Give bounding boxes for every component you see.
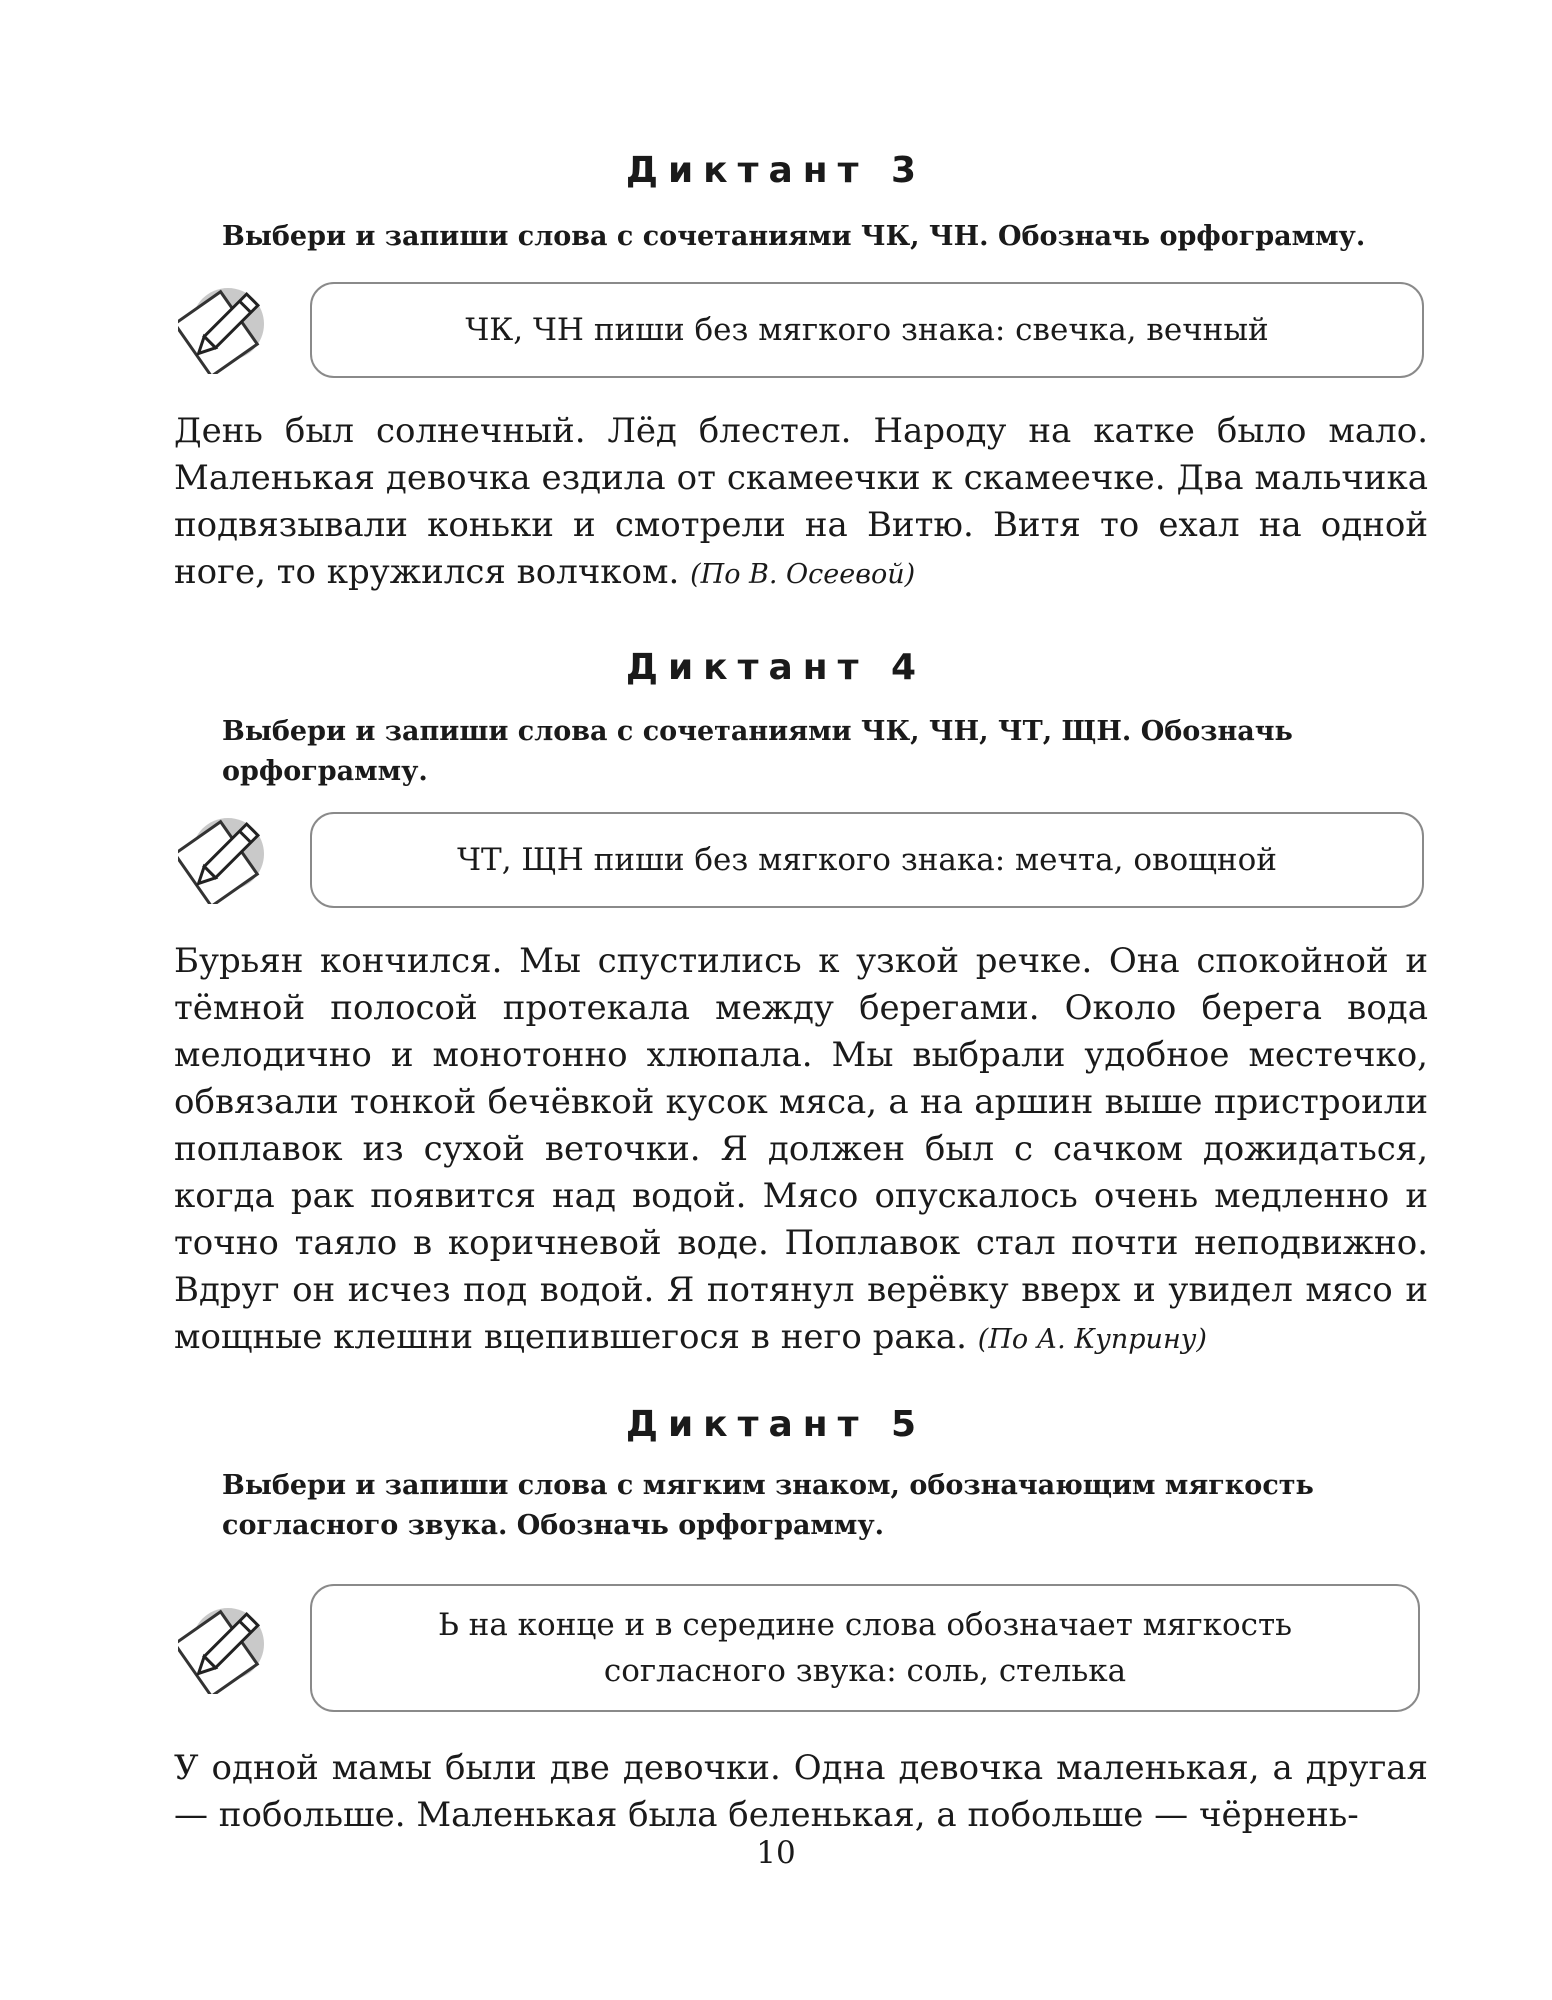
rule-box — [310, 282, 1424, 378]
dictation-text: У одной мамы были две девочки. Одна девочка маленькая, а другая — побольше. Маленькая была беленькая, а побольше — чёрнень- — [174, 1748, 1428, 1835]
rule-box — [310, 1584, 1420, 1712]
dictation-3-heading: Диктант 3 — [625, 150, 927, 191]
dictation-text: День был солнечный. Лёд блестел. Народу на катке было мало. Маленькая девочка ездила от скамеечки к скамеечке. Два мальчика подвязывали коньки и смотрели на Витю. Витя то ехал на одной ноге, то кружился волчком. — [174, 411, 1428, 592]
dictation-4-text — [174, 938, 1428, 1363]
dictation-4-task: Выбери и запиши слова с сочетаниями ЧК, ЧН, ЧТ, ЩН. Обозначь орфограмму. — [222, 716, 1293, 787]
pencil-icon — [178, 282, 270, 374]
rule-text: ЧТ, ЩН пиши без мягкого знака: мечта, овощной — [457, 842, 1277, 878]
dictation-text: Бурьян кончился. Мы спустились к узкой речке. Она спокойной и тёмной полосой протекала между берегами. Около берега вода мелодично и монотонно хлюпала. Мы выбрали удобное местечко, обвязали тонкой бечёвкой кусок мяса, а на аршин выше пристроили поплавок из сухой веточки. Я должен был с сачком дожидаться, когда рак появится над водой. Мясо опускалось очень медленно и точно таяло в коричневой воде. Поплавок стал почти неподвижно. Вдруг он исчез под водой. Я потянул верёвку вверх и увидел мясо и мощные клешни вцепившегося в него рака. — [174, 941, 1428, 1357]
dictation-4-heading: Диктант 4 — [625, 647, 927, 688]
pencil-icon — [178, 1602, 270, 1694]
pencil-icon — [178, 812, 270, 904]
rule-text: ЧК, ЧН пиши без мягкого знака: свечка, вечный — [465, 312, 1269, 348]
dictation-3-task: Выбери и запиши слова с сочетаниями ЧК, ЧН. Обозначь орфограмму. — [222, 221, 1366, 252]
rule-text: Ь на конце и в середине слова обозначает мягкость согласного звука: соль, стелька — [437, 1607, 1293, 1689]
rule-box — [310, 812, 1424, 908]
page-number: 10 — [756, 1835, 796, 1871]
dictation-3-text — [174, 408, 1428, 598]
source-attribution: (По А. Куприну) — [977, 1324, 1207, 1355]
dictation-5-task: Выбери и запиши слова с мягким знаком, обозначающим мягкость согласного звука. Обозначь орфограмму. — [222, 1470, 1314, 1541]
dictation-5-heading: Диктант 5 — [625, 1404, 927, 1445]
source-attribution: (По В. Осеевой) — [690, 559, 916, 590]
dictation-5-text — [174, 1745, 1428, 1839]
